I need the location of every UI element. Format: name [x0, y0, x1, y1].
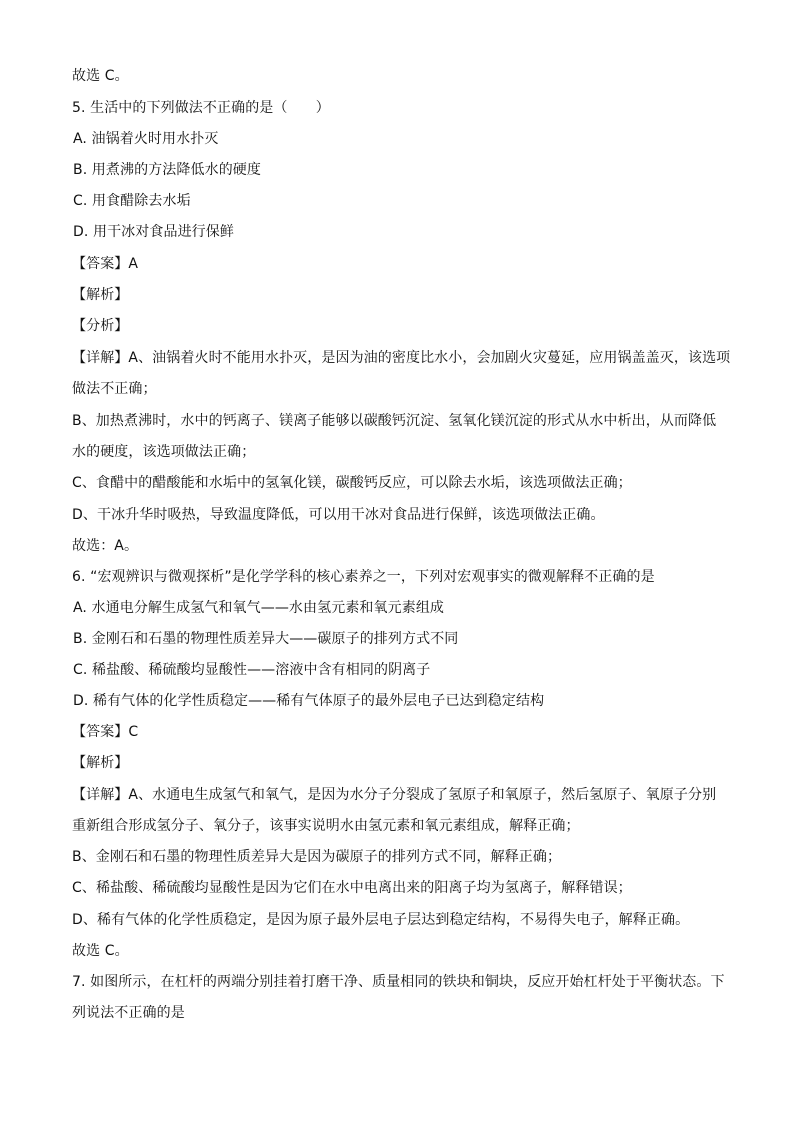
q5-conclusion: 故选：A。	[72, 538, 139, 554]
q5-detail-line: C、食醋中的醋酸能和水垢中的氢氧化镁，碳酸钙反应，可以除去水垢，该选项做法正确；	[72, 475, 632, 491]
q6-option-b: B. 金刚石和石墨的物理性质差异大——碳原子的排列方式不同	[73, 631, 459, 647]
q6-detail-line: 重新组合形成氢分子、氧分子，该事实说明水由氢元素和氧元素组成，解释正确；	[72, 818, 580, 834]
q5-analysis-heading: 【解析】	[72, 287, 129, 303]
q5-detail-line: 【详解】A、油锅着火时不能用水扑灭，是因为油的密度比水小，会加剧火灾蔓延，应用锅盖盖灭，该选项	[72, 350, 731, 366]
question-7-stem-cont: 列说法不正确的是	[72, 1005, 185, 1021]
q6-detail-line: D、稀有气体的化学性质稳定，是因为原子最外层电子层达到稳定结构，不易得失电子，解释正确。	[72, 912, 690, 928]
q6-option-d: D. 稀有气体的化学性质稳定——稀有气体原子的最外层电子已达到稳定结构	[73, 693, 545, 709]
q6-detail-line: B、金刚石和石墨的物理性质差异大是因为碳原子的排列方式不同，解释正确；	[72, 849, 562, 865]
q5-detail-line: B、加热煮沸时，水中的钙离子、镁离子能够以碳酸钙沉淀、氢氧化镁沉淀的形式从水中析出，从而降低	[72, 413, 717, 429]
text-line: 故选 C。	[72, 68, 129, 84]
q5-detail-line: 做法不正确；	[72, 381, 157, 397]
question-5-stem: 5. 生活中的下列做法不正确的是（ ）	[72, 100, 330, 116]
q6-option-a: A. 水通电分解生成氢气和氧气——水由氢元素和氧元素组成	[73, 600, 445, 616]
q6-detail-line: C、稀盐酸、稀硫酸均显酸性是因为它们在水中电离出来的阳离子均为氢离子，解释错误；	[72, 880, 632, 896]
q5-fenxi-heading: 【分析】	[72, 318, 129, 334]
q5-option-c: C. 用食醋除去水垢	[73, 193, 191, 209]
q6-option-c: C. 稀盐酸、稀硫酸均显酸性——溶液中含有相同的阴离子	[73, 662, 431, 678]
q5-detail-line: 水的硬度，该选项做法正确；	[72, 444, 256, 460]
q5-option-b: B. 用煮沸的方法降低水的硬度	[73, 162, 262, 178]
q5-answer: 【答案】A	[72, 256, 139, 272]
question-6-stem: 6. “宏观辨识与微观探析”是化学学科的核心素养之一，下列对宏观事实的微观解释不正确的是	[72, 569, 655, 585]
q6-detail-line: 【详解】A、水通电生成氢气和氧气，是因为水分子分裂成了氢原子和氧原子，然后氢原子、氧原子分别	[72, 787, 717, 803]
q6-conclusion: 故选 C。	[72, 943, 129, 959]
q6-answer: 【答案】C	[72, 724, 139, 740]
q6-analysis-heading: 【解析】	[72, 755, 129, 771]
q5-option-a: A. 油锅着火时用水扑灭	[73, 131, 219, 147]
q5-detail-line: D、干冰升华时吸热，导致温度降低，可以用干冰对食品进行保鲜，该选项做法正确。	[72, 507, 605, 523]
q5-option-d: D. 用干冰对食品进行保鲜	[73, 224, 234, 240]
question-7-stem: 7. 如图所示，在杠杆的两端分别挂着打磨干净、质量相同的铁块和铜块，反应开始杠杆处于平衡状态。下	[72, 974, 725, 990]
